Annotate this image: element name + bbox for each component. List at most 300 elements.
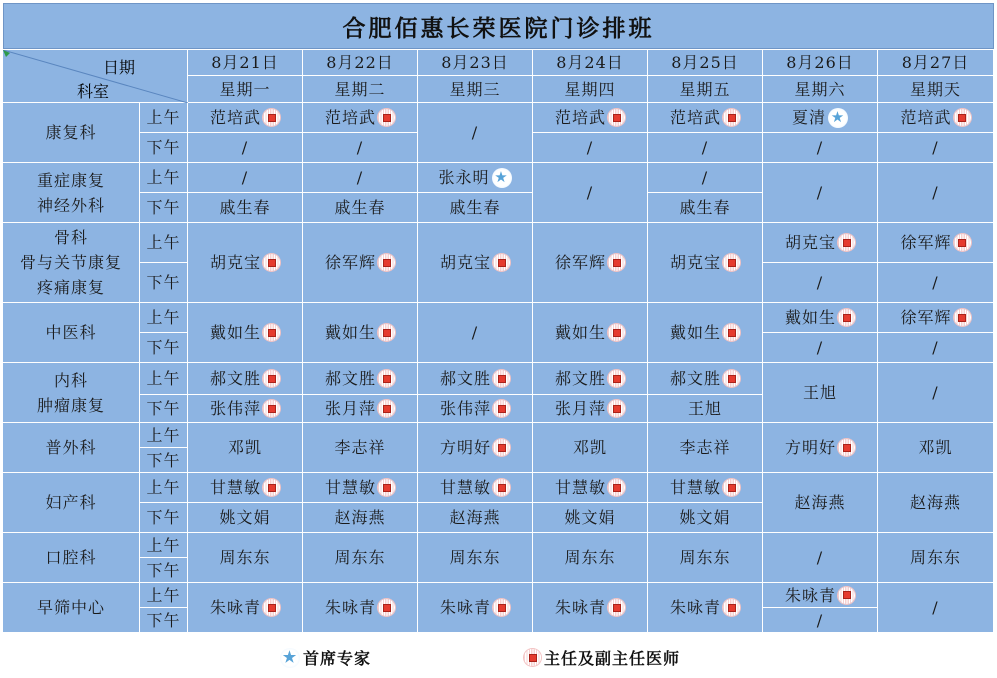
schedule-cell — [418, 503, 533, 533]
schedule-entry — [670, 250, 740, 275]
schedule-entry — [803, 380, 837, 405]
doctor-name: / — [816, 273, 824, 292]
doctor-name: / — [816, 548, 824, 567]
period-am-label: 上午 — [146, 233, 181, 252]
red-square-icon — [608, 109, 625, 126]
legend-chief — [280, 646, 371, 669]
doctor-name: 王旭 — [802, 383, 837, 402]
weekday-header — [648, 76, 763, 103]
schedule-entry — [325, 366, 395, 391]
red-square-icon — [263, 400, 280, 417]
doctor-name: / — [241, 138, 249, 157]
schedule-entry — [679, 505, 730, 530]
weekday-label: 星期三 — [449, 79, 501, 99]
red-square-icon — [838, 439, 855, 456]
doctor-name: 赵海燕 — [334, 508, 386, 527]
schedule-cell — [303, 583, 418, 633]
schedule-entry — [785, 435, 855, 460]
schedule-cell — [763, 133, 878, 163]
date-label: 8月21日 — [211, 53, 279, 72]
schedule-cell — [418, 395, 533, 423]
schedule-entry — [702, 135, 708, 160]
date-label: 8月25日 — [671, 53, 739, 72]
schedule-entry — [325, 105, 395, 130]
period-cell — [140, 333, 188, 363]
doctor-name: 甘慧敏 — [669, 478, 721, 497]
period-am-label: 上午 — [146, 478, 181, 497]
doctor-name: 徐军辉 — [554, 253, 606, 272]
schedule-entry — [785, 230, 855, 255]
period-cell — [140, 303, 188, 333]
schedule-entry — [817, 608, 823, 633]
doctor-name: 王旭 — [687, 399, 722, 418]
date-header — [188, 50, 303, 76]
weekday-header — [303, 76, 418, 103]
department-name: 早筛中心 — [36, 598, 105, 617]
schedule-cell — [188, 133, 303, 163]
red-square-icon — [723, 254, 740, 271]
schedule-entry — [555, 250, 625, 275]
schedule-cell — [418, 103, 533, 163]
schedule-cell — [418, 533, 533, 583]
schedule-entry — [440, 595, 510, 620]
doctor-name: 郝文胜 — [669, 369, 721, 388]
schedule-cell — [188, 163, 303, 193]
doctor-name: 甘慧敏 — [324, 478, 376, 497]
doctor-name: 张月萍 — [324, 399, 376, 418]
doctor-name: 方明好 — [784, 438, 836, 457]
schedule-entry — [438, 165, 511, 190]
doctor-name: 胡克宝 — [669, 253, 721, 272]
schedule-cell — [878, 133, 994, 163]
doctor-name: 甘慧敏 — [209, 478, 261, 497]
period-am-label: 上午 — [146, 535, 181, 555]
period-pm-label: 下午 — [146, 450, 181, 470]
schedule-cell — [418, 163, 533, 193]
doctor-name: 朱咏青 — [554, 598, 606, 617]
schedule-cell — [763, 103, 878, 133]
red-square-icon — [524, 649, 541, 666]
red-square-icon — [378, 479, 395, 496]
schedule-cell — [533, 303, 648, 363]
schedule-entry — [932, 335, 938, 360]
department-name: 口腔科 — [45, 548, 97, 567]
star-icon: ★ — [828, 108, 848, 128]
schedule-entry — [325, 595, 395, 620]
corner-header — [3, 50, 188, 103]
doctor-name: 周东东 — [219, 548, 271, 567]
schedule-cell — [763, 263, 878, 303]
period-cell — [140, 193, 188, 223]
schedule-cell — [188, 423, 303, 473]
doctor-name: 朱咏青 — [669, 598, 721, 617]
doctor-name: / — [932, 273, 939, 292]
red-square-icon — [493, 254, 510, 271]
schedule-cell — [533, 223, 648, 303]
red-square-icon — [723, 109, 740, 126]
schedule-cell — [763, 608, 878, 633]
red-square-icon — [608, 254, 625, 271]
doctor-name: 徐军辉 — [900, 308, 952, 327]
schedule-cell — [763, 363, 878, 423]
doctor-name: 邓凯 — [918, 438, 953, 457]
schedule-entry — [785, 305, 855, 330]
schedule-entry — [670, 320, 740, 345]
schedule-cell — [533, 103, 648, 133]
schedule-cell — [303, 103, 418, 133]
weekday-label: 星期天 — [909, 79, 961, 99]
red-square-icon — [838, 234, 855, 251]
schedule-cell — [188, 533, 303, 583]
doctor-name: 戚生春 — [334, 198, 386, 217]
doctor-name: / — [471, 123, 479, 142]
red-square-icon — [838, 309, 855, 326]
schedule-entry — [670, 595, 740, 620]
doctor-name: / — [932, 383, 939, 402]
red-square-icon — [723, 599, 740, 616]
schedule-entry — [900, 230, 970, 255]
schedule-cell — [303, 363, 418, 395]
period-cell — [140, 583, 188, 608]
schedule-cell — [188, 473, 303, 503]
schedule-entry — [555, 595, 625, 620]
doctor-name: 朱咏青 — [439, 598, 491, 617]
doctor-name: 周东东 — [909, 548, 961, 567]
schedule-entry — [325, 475, 395, 500]
schedule-cell — [303, 503, 418, 533]
schedule-cell — [763, 533, 878, 583]
doctor-name: 张月萍 — [554, 399, 606, 418]
department-cell — [3, 473, 140, 533]
schedule-cell — [418, 363, 533, 395]
schedule-entry — [228, 435, 262, 460]
schedule-cell — [418, 193, 533, 223]
schedule-entry — [670, 366, 740, 391]
doctor-name: 戚生春 — [449, 198, 501, 217]
schedule-cell — [878, 103, 994, 133]
date-label: 8月24日 — [556, 53, 624, 72]
period-pm-label: 下午 — [146, 338, 181, 357]
doctor-name: 朱咏青 — [784, 585, 836, 605]
schedule-entry — [932, 595, 938, 620]
schedule-cell — [188, 395, 303, 423]
schedule-cell — [763, 333, 878, 363]
doctor-name: / — [816, 183, 824, 202]
schedule-cell — [188, 223, 303, 303]
red-square-icon — [954, 109, 971, 126]
schedule-cell — [648, 303, 763, 363]
schedule-cell — [303, 133, 418, 163]
schedule-entry — [440, 475, 510, 500]
department-cell — [3, 103, 140, 163]
schedule-cell — [418, 423, 533, 473]
schedule-cell — [648, 363, 763, 395]
schedule-entry — [555, 320, 625, 345]
schedule-entry — [555, 366, 625, 391]
red-square-icon — [608, 599, 625, 616]
department-name: 中医科 — [45, 323, 97, 342]
red-square-icon — [263, 599, 280, 616]
schedule-cell — [303, 423, 418, 473]
period-pm-label: 下午 — [146, 138, 181, 157]
weekday-header — [878, 76, 994, 103]
schedule-cell — [188, 363, 303, 395]
schedule-cell — [878, 303, 994, 333]
period-pm-label: 下午 — [146, 198, 181, 217]
schedule-entry — [817, 270, 823, 295]
schedule-cell — [763, 163, 878, 223]
doctor-name: / — [816, 610, 824, 630]
legend-director — [524, 646, 680, 669]
doctor-name: / — [932, 598, 939, 617]
schedule-entry — [679, 545, 730, 570]
red-square-icon — [263, 370, 280, 387]
star-icon: ★ — [280, 648, 300, 668]
schedule-entry — [449, 195, 500, 220]
schedule-cell — [303, 193, 418, 223]
schedule-cell — [878, 473, 994, 533]
corner-dept-label: 科室 — [77, 82, 110, 101]
period-pm-label: 下午 — [146, 560, 181, 580]
schedule-cell — [878, 223, 994, 263]
department-cell — [3, 163, 140, 223]
doctor-name: 邓凯 — [572, 438, 607, 457]
weekday-header — [418, 76, 533, 103]
period-am-label: 上午 — [146, 369, 181, 388]
red-square-icon — [493, 370, 510, 387]
schedule-cell — [533, 133, 648, 163]
schedule-entry — [219, 195, 270, 220]
period-pm-label: 下午 — [146, 273, 181, 292]
schedule-cell — [533, 533, 648, 583]
period-cell — [140, 133, 188, 163]
red-square-icon — [608, 479, 625, 496]
schedule-cell — [878, 583, 994, 633]
schedule-entry — [587, 180, 593, 205]
red-square-icon — [954, 234, 971, 251]
date-label: 8月27日 — [901, 53, 970, 72]
red-square-icon — [493, 439, 510, 456]
schedule-cell — [303, 163, 418, 193]
doctor-name: 姚文娟 — [679, 508, 731, 527]
schedule-entry — [242, 135, 248, 160]
date-label: 8月23日 — [441, 53, 509, 72]
schedule-entry — [817, 335, 823, 360]
doctor-name: 周东东 — [334, 548, 386, 567]
doctor-name: 徐军辉 — [324, 253, 376, 272]
doctor-name: 方明好 — [439, 438, 491, 457]
department-cell — [3, 533, 140, 583]
department-cell — [3, 423, 140, 473]
schedule-cell — [533, 395, 648, 423]
schedule-entry — [219, 505, 270, 530]
schedule-entry — [210, 475, 280, 500]
doctor-name: 戴如生 — [669, 323, 721, 342]
weekday-label: 星期六 — [794, 79, 846, 99]
department-name: 重症康复 — [36, 170, 105, 190]
schedule-cell — [648, 503, 763, 533]
department-cell — [3, 303, 140, 363]
doctor-name: 胡克宝 — [439, 253, 491, 272]
schedule-cell — [763, 303, 878, 333]
schedule-entry — [334, 195, 385, 220]
schedule-entry — [670, 475, 740, 500]
period-cell — [140, 558, 188, 583]
schedule-entry — [334, 505, 385, 530]
schedule-entry — [219, 545, 270, 570]
period-pm-label: 下午 — [146, 508, 181, 527]
red-square-icon — [263, 324, 280, 341]
doctor-name: 赵海燕 — [909, 493, 961, 512]
department-name: 疼痛康复 — [36, 278, 105, 297]
department-name: 内科 — [53, 370, 88, 390]
schedule-entry — [910, 545, 961, 570]
schedule-cell — [763, 583, 878, 608]
doctor-name: 甘慧敏 — [554, 478, 606, 497]
date-header — [648, 50, 763, 76]
period-pm-label: 下午 — [146, 610, 181, 630]
schedule-entry — [449, 505, 500, 530]
schedule-cell — [648, 423, 763, 473]
doctor-name: 戚生春 — [679, 198, 731, 217]
doctor-name: 范培武 — [209, 108, 261, 127]
schedule-entry — [587, 135, 593, 160]
schedule-entry — [910, 490, 961, 515]
schedule-entry — [679, 435, 730, 460]
schedule-cell — [303, 533, 418, 583]
department-name: 康复科 — [45, 123, 97, 142]
period-cell — [140, 423, 188, 448]
weekday-label: 星期二 — [334, 79, 386, 99]
doctor-name: 徐军辉 — [900, 233, 952, 252]
period-cell — [140, 363, 188, 395]
date-header — [303, 50, 418, 76]
schedule-cell — [188, 193, 303, 223]
schedule-entry — [564, 545, 615, 570]
schedule-cell — [648, 103, 763, 133]
schedule-cell — [763, 473, 878, 533]
schedule-entry — [325, 250, 395, 275]
weekday-header — [763, 76, 878, 103]
period-cell — [140, 223, 188, 263]
red-square-icon — [723, 324, 740, 341]
schedule-entry — [325, 320, 395, 345]
weekday-label: 星期一 — [219, 79, 271, 99]
schedule-entry — [702, 165, 708, 190]
schedule-cell — [648, 583, 763, 633]
schedule-entry — [900, 105, 970, 130]
weekday-label: 星期四 — [564, 79, 616, 99]
weekday-label: 星期五 — [679, 79, 731, 99]
department-cell — [3, 363, 140, 423]
schedule-cell — [418, 473, 533, 503]
schedule-cell — [188, 583, 303, 633]
red-square-icon — [493, 479, 510, 496]
schedule-entry — [794, 490, 845, 515]
legend-chief-label: 首席专家 — [303, 649, 372, 668]
doctor-name: 李志祥 — [334, 438, 386, 457]
weekday-header — [533, 76, 648, 103]
red-square-icon — [263, 109, 280, 126]
doctor-name: / — [932, 183, 939, 202]
schedule-cell — [303, 473, 418, 503]
doctor-name: / — [816, 338, 824, 357]
legend-director-label: 主任及副主任医师 — [544, 649, 681, 668]
schedule-entry — [472, 120, 478, 145]
doctor-name: / — [471, 323, 479, 342]
schedule-entry — [210, 320, 280, 345]
doctor-name: / — [586, 183, 594, 202]
schedule-entry — [564, 505, 615, 530]
doctor-name: 朱咏青 — [324, 598, 376, 617]
schedule-cell — [648, 395, 763, 423]
schedule-entry — [792, 105, 848, 130]
schedule-entry — [210, 396, 280, 421]
schedule-cell — [648, 223, 763, 303]
schedule-entry — [555, 396, 625, 421]
doctor-name: 甘慧敏 — [439, 478, 491, 497]
star-icon: ★ — [492, 168, 512, 188]
period-cell — [140, 263, 188, 303]
doctor-name: 姚文娟 — [564, 508, 616, 527]
schedule-entry — [210, 250, 280, 275]
red-square-icon — [263, 254, 280, 271]
doctor-name: / — [356, 138, 364, 157]
doctor-name: 郝文胜 — [554, 369, 606, 388]
red-square-icon — [378, 109, 395, 126]
doctor-name: 戴如生 — [554, 323, 606, 342]
department-cell — [3, 583, 140, 633]
doctor-name: / — [356, 168, 364, 187]
schedule-entry — [932, 270, 938, 295]
red-square-icon — [493, 400, 510, 417]
corner-date-label: 日期 — [103, 58, 136, 77]
period-pm-label: 下午 — [146, 399, 181, 418]
doctor-name: 戴如生 — [209, 323, 261, 342]
red-square-icon — [954, 309, 971, 326]
period-am-label: 上午 — [146, 168, 181, 187]
doctor-name: 范培武 — [554, 108, 606, 127]
schedule-entry — [688, 396, 722, 421]
period-am-label: 上午 — [146, 585, 181, 605]
date-label: 8月22日 — [326, 53, 394, 72]
doctor-name: / — [586, 138, 594, 157]
doctor-name: 李志祥 — [679, 438, 731, 457]
schedule-cell — [878, 363, 994, 423]
doctor-name: 周东东 — [564, 548, 616, 567]
doctor-name: 戴如生 — [784, 308, 836, 327]
doctor-name: 张伟萍 — [209, 399, 261, 418]
weekday-header — [188, 76, 303, 103]
schedule-cell — [878, 163, 994, 223]
schedule-entry — [679, 195, 730, 220]
schedule-entry — [242, 165, 248, 190]
schedule-cell — [648, 193, 763, 223]
period-cell — [140, 533, 188, 558]
date-header — [763, 50, 878, 76]
date-header — [878, 50, 994, 76]
schedule-entry — [817, 545, 823, 570]
schedule-entry — [440, 396, 510, 421]
red-square-icon — [378, 254, 395, 271]
doctor-name: / — [932, 338, 939, 357]
schedule-entry — [210, 105, 280, 130]
schedule-entry — [357, 165, 363, 190]
schedule-cell — [303, 303, 418, 363]
schedule-entry — [932, 135, 938, 160]
red-square-icon — [838, 587, 855, 604]
schedule-cell — [533, 163, 648, 223]
